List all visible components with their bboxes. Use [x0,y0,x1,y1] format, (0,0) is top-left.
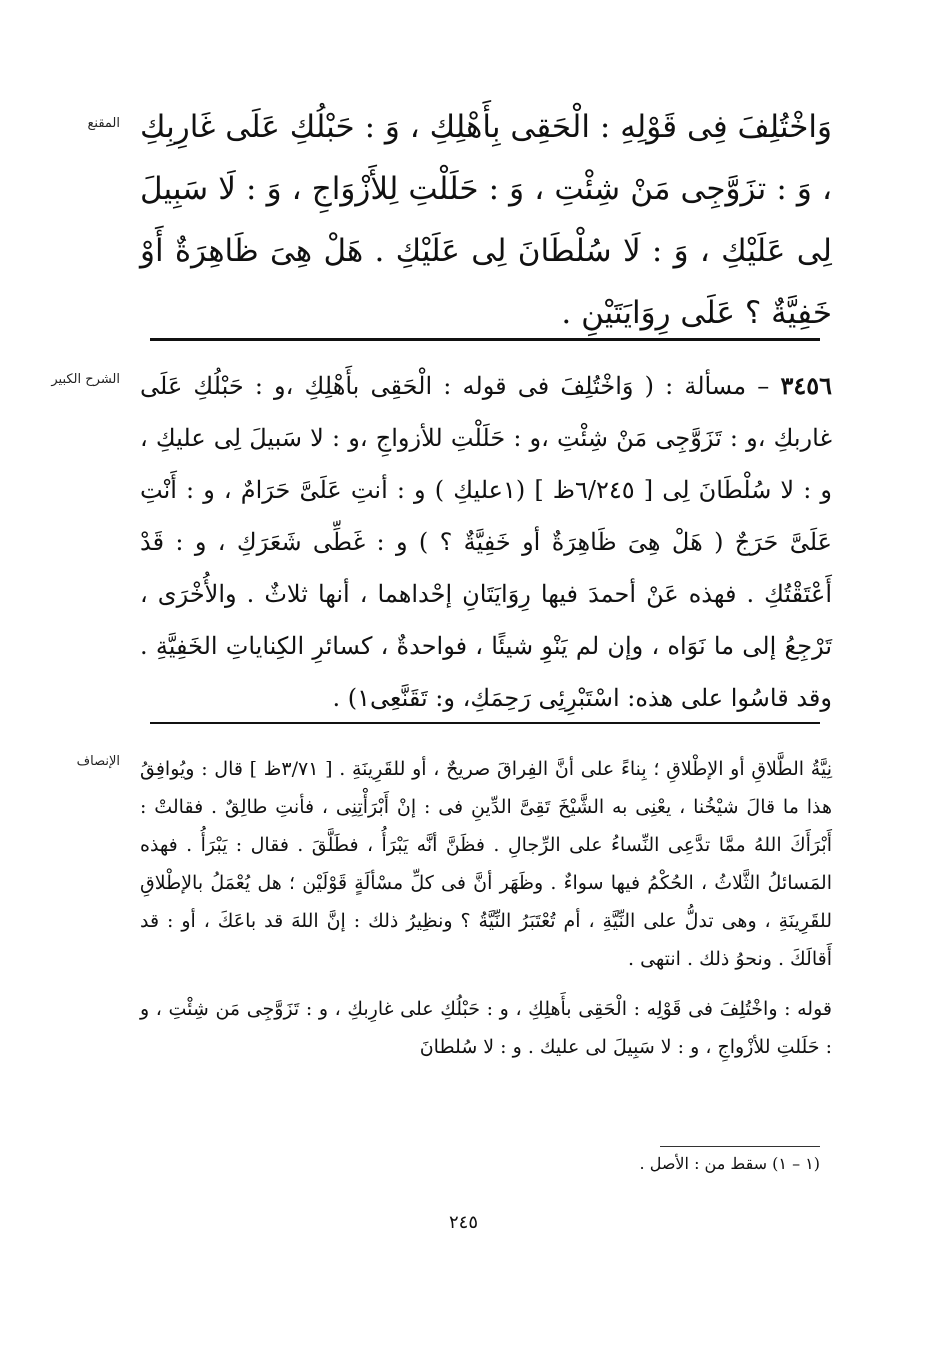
muqni-text-block [140,96,832,344]
page-number: ٢٤٥ [448,1212,478,1233]
muqni-text: وَاخْتُلِفَ فِى قَوْلِهِ : الْحَقِى بِأَهْلِكِ ، وَ : حَبْلُكِ عَلَى غَارِبِكِ ، وَ : تزَوَّجِى مَنْ شِئْتِ ، وَ : حَلَلْتِ لِلأَزْوَاجِ ، وَ : لَا سَبِيلَ لِى عَلَيْكِ ، وَ : لَا سُلْطَانَ لِى عَلَيْكِ . هَلْ هِىَ ظَاهِرَةٌ أَوْ خَفِيَّةٌ ؟ عَلَى رِوَايَتَيْنِ . [140,109,832,331]
footnote-divider [660,1146,820,1147]
section-divider-thick [150,338,820,341]
insaf-paragraph: قوله : واخْتُلِفَ فى قَوْلِه : الْحَقِى بأَهلِكِ ، و : حَبْلُكِ على غارِبكِ ، و : تَزَوَّجِى مَن شِئْتِ ، و : حَلَلتِ للأزْواجِ ، و : لا سَبِيلَ لى عليك . و : لا سُلطانَ [140,998,832,1058]
sharh-text-block [140,360,832,724]
section-label-insaf: الإنصاف [76,754,120,769]
section-label-muqni: المقنع [87,116,120,131]
footnote: (١ – ١) سقط من : الأصل . [639,1154,820,1173]
masala-number: ٣٤٥٦ [780,371,832,400]
section-label-sharh: الشرح الكبير [51,372,120,387]
insaf-text-block [140,750,832,1066]
section-divider-thin [150,722,820,724]
insaf-paragraph: نِيَّةُ الطَّلاقِ أو الإطْلاقِ ؛ بِناءً على أنَّ الفِراقَ صريحٌ ، أو للقَرِينَةِ . [ ٣/٧١ظ ] قال : ويُوافِقُ هذا ما قالَ شيْخُنا ، يعْنِى به الشَّيْخَ تَقِىَّ الدِّينِ فى : إنْ أَبْرَأْتِنِى ، فأنتِ طالِقٌ . فقالتْ : أَبْرَأَكَ اللهُ ممَّا تدَّعِى النِّساءُ على الرِّجالِ . فظَنَّ أنَّه يَبْرَأُ ، فطَلَّقَ . فقال : يَبْرَأُ . فهذه المَسائلُ الثَّلاثُ ، الحُكْمُ فيها سواءٌ . وظَهَر أنَّ فى كلِّ مسْألَةٍ قَوْلَيْن ؛ هل يُعْمَلُ بالإطْلاقِ للقَرِينَةِ ، وهى تدلُّ على النِّيَّةِ ، أم تُعْتَبَرُ النِّيَّةُ ؟ ونظِيرُ ذلك : إنَّ اللهَ قد باعَكَ ، أو : قد أَقالَكَ . ونحوُ ذلك . انتهى . [140,758,832,970]
sharh-paragraph [140,360,832,724]
sharh-text: – مسألة : ( وَاخْتُلِفَ فى قوله : الْحَقِى بأَهْلِكِ ،و : حَبْلُكِ عَلَى غاربكِ ،و : تَزَوَّجِى مَنْ شِئْتِ ،و : حَلَلْتِ للأزواجِ ،و : لا سَبيلَ لِى عليكِ ، و : لا سُلْطَانَ لِى [ ٦/٢٤٥ظ ] (١عليكِ ) و : أنتِ عَلَىَّ حَرَامٌ ، و : أَنْتِ عَلَىَّ حَرَجٌ ( هَلْ هِىَ ظَاهِرَةٌ أو خَفِيَّةٌ ؟ ) و : غَطِّى شَعَرَكِ ، و : قَدْ أَعْتَقْتُكِ . فهذه عَنْ أحمدَ فيها رِوَايَتَانِ إحْداهما ، أنها ثلاثٌ . والأُخْرَى ، تَرْجِعُ إلى ما نَوَاه ، وإن لم يَنْوِ شيئًا ، فواحدةٌ ، كسائرِ الكِناياتِ الخَفِيَّةِ . وقد قاسُوا على هذه: اسْتَبْرِئِى رَحِمَكِ، و: تَقَنَّعِى١) . [140,372,832,712]
